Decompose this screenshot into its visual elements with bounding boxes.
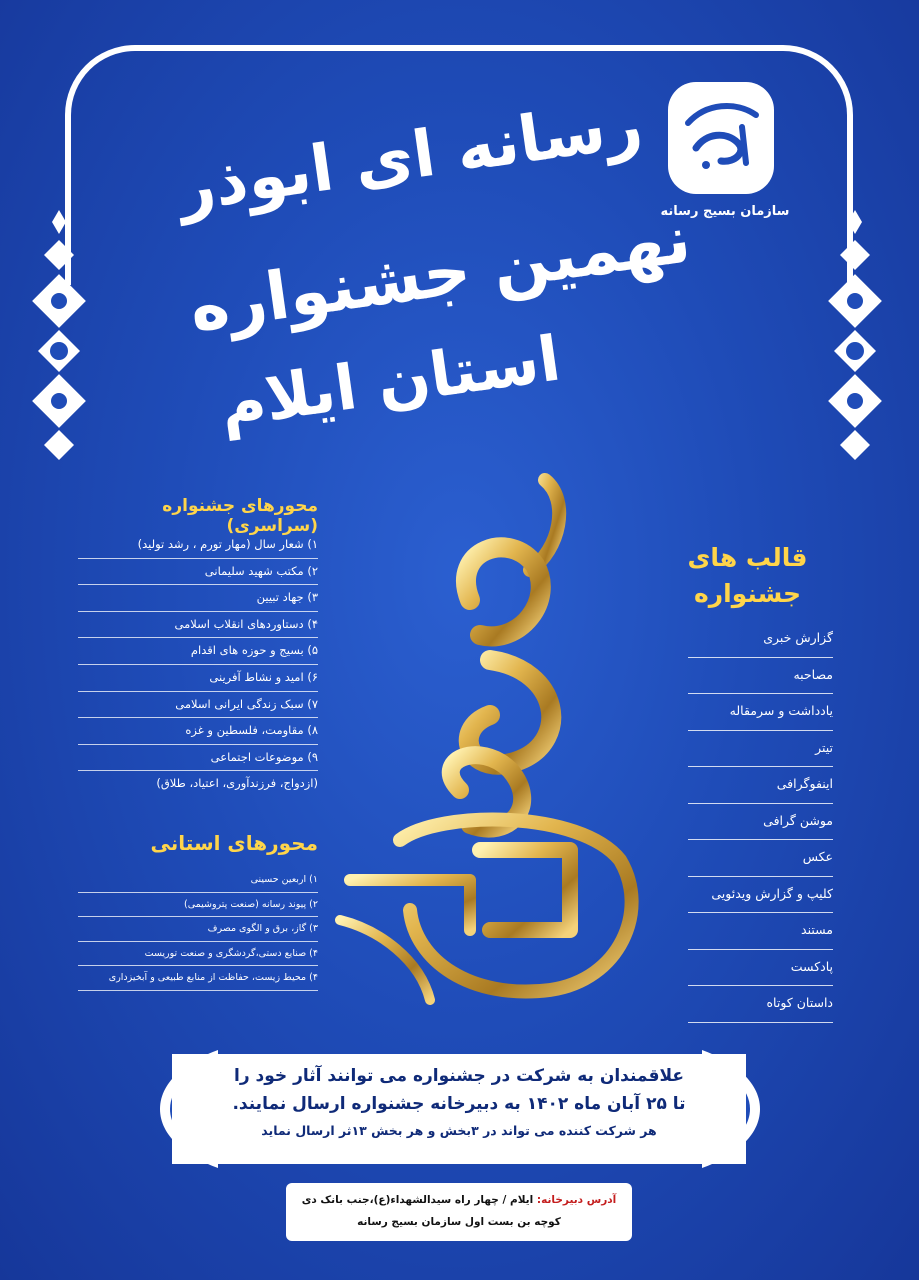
list-item: ۷) سبک زندگی ایرانی اسلامی — [78, 692, 318, 719]
formats-list — [688, 621, 833, 1023]
list-item: ۴) محیط زیست، حفاظت از منابع طبیعی و آبخیزداری — [78, 966, 318, 991]
list-item: ۳) گاز، برق و الگوی مصرف — [78, 917, 318, 942]
notice-line3: هر شرکت کننده می تواند در ۳بخش و هر بخش ۱۳ثر ارسال نماید — [261, 1123, 657, 1138]
list-item: ۶) امید و نشاط آفرینی — [78, 665, 318, 692]
logo-subtitle: سازمان بسیج رسانه — [660, 204, 790, 219]
formats-title-line1: قالب های — [687, 543, 808, 572]
title-line3: استان ایلام — [215, 321, 565, 442]
list-item: ۵) بسیج و حوزه های اقدام — [78, 638, 318, 665]
list-item: عکس — [688, 840, 833, 877]
list-item: ۲) پیوند رسانه (صنعت پتروشیمی) — [78, 893, 318, 918]
notice-line1: علاقمندان به شرکت در جشنواره می توانند آثار خود را — [234, 1066, 684, 1086]
list-item: ۱) شعار سال (مهار تورم ، رشد تولید) — [78, 532, 318, 559]
address-line2: کوچه بن بست اول سازمان بسیج رسانه — [357, 1216, 561, 1228]
islamic-pattern-icon — [826, 210, 884, 470]
list-item: پادکست — [688, 950, 833, 987]
logo-icon — [676, 93, 766, 183]
address-line1: ایلام / چهار راه سیدالشهداء(ع)،جنب بانک دی — [301, 1194, 534, 1206]
notice-box — [172, 1054, 746, 1164]
provincial-title: محورهای استانی — [150, 831, 318, 855]
list-item: تیتر — [688, 731, 833, 768]
address-label: آدرس دبیرخانه: — [536, 1194, 617, 1206]
notice-line2: تا ۲۵ آبان ماه ۱۴۰۲ به دبیرخانه جشنواره ارسال نمایند. — [232, 1094, 686, 1114]
list-item: داستان کوتاه — [688, 986, 833, 1023]
list-item: مصاحبه — [688, 658, 833, 695]
list-item: ۱) اربعین حسینی — [78, 868, 318, 893]
list-item: ۴) دستاوردهای انقلاب اسلامی — [78, 612, 318, 639]
list-item: ۳) جهاد تبیین — [78, 585, 318, 612]
address-box — [286, 1183, 632, 1241]
list-item: ۲) مکتب شهید سلیمانی — [78, 559, 318, 586]
list-item: گزارش خبری — [688, 621, 833, 658]
list-item: (ازدواج، فرزندآوری، اعتیاد، طلاق) — [156, 776, 318, 791]
formats-title — [660, 540, 835, 612]
list-item: موشن گرافی — [688, 804, 833, 841]
logo — [668, 82, 774, 194]
provincial-list — [78, 868, 318, 991]
title-line1: رسانه ای ابوذر — [173, 87, 647, 227]
islamic-pattern-icon — [30, 210, 88, 470]
title-line2: نهمین جشنواره — [184, 200, 696, 347]
emblem-icon — [320, 460, 660, 1020]
list-item: ۹) موضوعات اجتماعی — [78, 745, 318, 772]
list-item: ۸) مقاومت، فلسطین و غزه — [78, 718, 318, 745]
axes-list — [78, 532, 318, 797]
list-item: ۴) صنایع دستی،گردشگری و صنعت توریست — [78, 942, 318, 967]
list-item: کلیپ و گزارش ویدئویی — [688, 877, 833, 914]
list-item: یادداشت و سرمقاله — [688, 694, 833, 731]
axes-title: محورهای جشنواره (سراسری) — [162, 496, 318, 536]
list-item: اینفوگرافی — [688, 767, 833, 804]
list-item: مستند — [688, 913, 833, 950]
formats-title-line2: جشنواره — [693, 579, 802, 608]
